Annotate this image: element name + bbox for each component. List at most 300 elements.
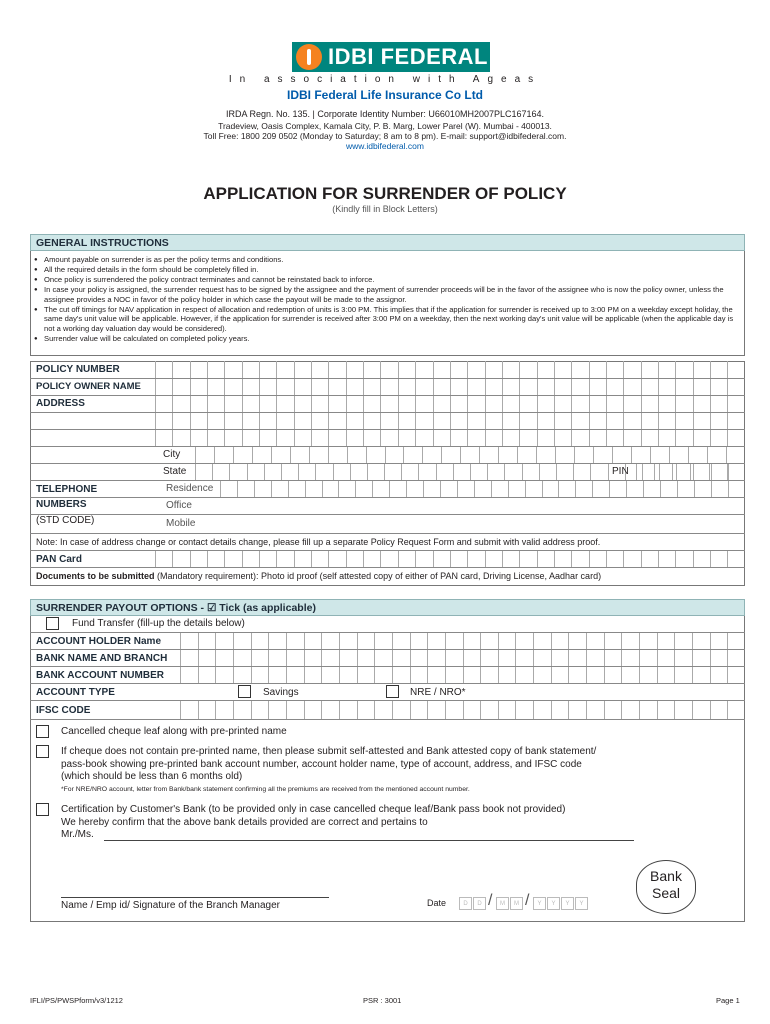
input-cell[interactable] (259, 430, 276, 446)
input-cell[interactable] (259, 396, 276, 412)
input-cell[interactable] (658, 396, 675, 412)
input-cell[interactable] (551, 701, 569, 719)
input-cell[interactable] (198, 650, 216, 666)
input-cell[interactable] (155, 413, 172, 429)
input-cell[interactable] (315, 464, 332, 480)
input-cell[interactable] (450, 413, 467, 429)
input-cell[interactable] (389, 481, 406, 497)
input-cell[interactable] (410, 701, 428, 719)
input-cell[interactable] (415, 551, 432, 567)
input-cell[interactable] (568, 701, 586, 719)
input-cell[interactable] (321, 650, 339, 666)
input-cell[interactable] (606, 361, 623, 378)
input-cell[interactable] (392, 667, 410, 683)
input-cell[interactable] (392, 701, 410, 719)
owner-name-grid[interactable] (155, 379, 745, 395)
input-cell[interactable] (623, 396, 640, 412)
input-cell[interactable] (207, 430, 224, 446)
input-cell[interactable] (251, 650, 269, 666)
input-cell[interactable] (658, 413, 675, 429)
input-cell[interactable] (568, 633, 586, 649)
input-cell[interactable] (707, 447, 726, 463)
input-cell[interactable] (554, 413, 571, 429)
input-cell[interactable] (339, 633, 357, 649)
input-cell[interactable] (589, 551, 606, 567)
input-cell[interactable] (474, 481, 491, 497)
input-cell[interactable] (346, 361, 363, 378)
input-cell[interactable] (571, 430, 588, 446)
input-cell[interactable] (480, 633, 498, 649)
input-cell[interactable] (604, 701, 622, 719)
input-cell[interactable] (537, 361, 554, 378)
input-cell[interactable] (207, 551, 224, 567)
input-cell[interactable] (224, 396, 241, 412)
input-cell[interactable] (606, 430, 623, 446)
input-cell[interactable] (485, 361, 502, 378)
input-cell[interactable] (571, 396, 588, 412)
input-cell[interactable] (519, 379, 536, 395)
input-cell[interactable] (347, 447, 366, 463)
input-cell[interactable] (374, 701, 392, 719)
input-cell[interactable] (410, 667, 428, 683)
input-cell[interactable] (233, 667, 251, 683)
input-cell[interactable] (294, 361, 311, 378)
input-cell[interactable] (311, 361, 328, 378)
input-cell[interactable] (328, 396, 345, 412)
input-cell[interactable] (190, 551, 207, 567)
input-cell[interactable] (639, 650, 657, 666)
input-cell[interactable] (311, 413, 328, 429)
input-cell[interactable] (357, 701, 375, 719)
input-cell[interactable] (537, 430, 554, 446)
input-cell[interactable] (304, 633, 322, 649)
input-cell[interactable] (268, 633, 286, 649)
input-cell[interactable] (311, 551, 328, 567)
input-cell[interactable] (554, 551, 571, 567)
input-cell[interactable] (554, 379, 571, 395)
input-cell[interactable] (346, 551, 363, 567)
cancelled-cheque-checkbox[interactable] (36, 725, 49, 738)
input-cell[interactable] (727, 361, 744, 378)
input-cell[interactable] (502, 413, 519, 429)
input-cell[interactable] (517, 447, 536, 463)
input-cell[interactable] (623, 379, 640, 395)
input-cell[interactable] (586, 701, 604, 719)
input-cell[interactable] (571, 379, 588, 395)
input-cell[interactable] (675, 430, 692, 446)
input-cell[interactable] (363, 396, 380, 412)
input-cell[interactable] (589, 413, 606, 429)
input-cell[interactable] (571, 551, 588, 567)
input-cell[interactable] (268, 667, 286, 683)
input-cell[interactable] (641, 396, 658, 412)
input-cell[interactable] (415, 379, 432, 395)
input-cell[interactable] (215, 633, 233, 649)
residence-grid[interactable] (220, 481, 745, 497)
input-cell[interactable] (180, 650, 198, 666)
input-cell[interactable] (286, 650, 304, 666)
input-cell[interactable] (453, 464, 470, 480)
input-cell[interactable] (242, 361, 259, 378)
input-cell[interactable] (380, 396, 397, 412)
input-cell[interactable] (271, 447, 290, 463)
input-cell[interactable] (554, 396, 571, 412)
input-cell[interactable] (259, 361, 276, 378)
input-cell[interactable] (385, 447, 404, 463)
input-cell[interactable] (480, 701, 498, 719)
input-cell[interactable] (172, 379, 189, 395)
input-cell[interactable] (654, 464, 672, 480)
input-cell[interactable] (515, 701, 533, 719)
input-cell[interactable] (276, 361, 293, 378)
input-cell[interactable] (195, 464, 212, 480)
input-cell[interactable] (311, 396, 328, 412)
input-cell[interactable] (328, 551, 345, 567)
input-cell[interactable] (207, 413, 224, 429)
input-cell[interactable] (727, 464, 745, 480)
input-cell[interactable] (180, 633, 198, 649)
input-cell[interactable] (498, 633, 516, 649)
input-cell[interactable] (233, 447, 252, 463)
input-cell[interactable] (445, 701, 463, 719)
input-cell[interactable] (606, 413, 623, 429)
input-cell[interactable] (467, 430, 484, 446)
input-cell[interactable] (657, 650, 675, 666)
input-cell[interactable] (542, 481, 559, 497)
input-cell[interactable] (294, 379, 311, 395)
input-cell[interactable] (311, 430, 328, 446)
input-cell[interactable] (276, 430, 293, 446)
input-cell[interactable] (398, 430, 415, 446)
input-cell[interactable] (727, 379, 744, 395)
input-cell[interactable] (463, 701, 481, 719)
input-cell[interactable] (190, 361, 207, 378)
input-cell[interactable] (445, 650, 463, 666)
input-cell[interactable] (519, 396, 536, 412)
savings-checkbox[interactable] (238, 685, 251, 698)
input-cell[interactable] (612, 447, 631, 463)
input-cell[interactable] (675, 551, 692, 567)
input-cell[interactable] (374, 633, 392, 649)
input-cell[interactable] (172, 413, 189, 429)
input-cell[interactable] (693, 396, 710, 412)
date-digit-box[interactable]: Y (561, 897, 574, 910)
input-cell[interactable] (450, 430, 467, 446)
input-cell[interactable] (675, 361, 692, 378)
input-cell[interactable] (693, 361, 710, 378)
input-cell[interactable] (519, 361, 536, 378)
input-cell[interactable] (554, 430, 571, 446)
input-cell[interactable] (710, 667, 728, 683)
input-cell[interactable] (436, 464, 453, 480)
input-cell[interactable] (573, 464, 590, 480)
input-cell[interactable] (575, 481, 592, 497)
input-cell[interactable] (727, 413, 744, 429)
input-cell[interactable] (398, 551, 415, 567)
input-cell[interactable] (658, 551, 675, 567)
date-digit-box[interactable]: M (496, 897, 509, 910)
input-cell[interactable] (247, 464, 264, 480)
input-cell[interactable] (276, 379, 293, 395)
input-cell[interactable] (311, 379, 328, 395)
input-cell[interactable] (328, 413, 345, 429)
input-cell[interactable] (693, 551, 710, 567)
input-cell[interactable] (155, 379, 172, 395)
input-cell[interactable] (515, 667, 533, 683)
input-cell[interactable] (485, 551, 502, 567)
input-cell[interactable] (322, 481, 339, 497)
input-cell[interactable] (675, 396, 692, 412)
input-cell[interactable] (710, 361, 727, 378)
input-cell[interactable] (669, 447, 688, 463)
input-cell[interactable] (357, 650, 375, 666)
input-cell[interactable] (502, 551, 519, 567)
account-number-grid[interactable] (180, 667, 745, 683)
input-cell[interactable] (259, 413, 276, 429)
input-cell[interactable] (294, 396, 311, 412)
input-cell[interactable] (710, 430, 727, 446)
input-cell[interactable] (485, 379, 502, 395)
input-cell[interactable] (401, 464, 418, 480)
input-cell[interactable] (242, 413, 259, 429)
input-cell[interactable] (571, 361, 588, 378)
ifsc-grid[interactable] (180, 701, 745, 719)
input-cell[interactable] (338, 481, 355, 497)
input-cell[interactable] (590, 464, 607, 480)
input-cell[interactable] (537, 396, 554, 412)
input-cell[interactable] (604, 667, 622, 683)
input-cell[interactable] (233, 633, 251, 649)
input-cell[interactable] (212, 464, 229, 480)
input-cell[interactable] (533, 701, 551, 719)
input-cell[interactable] (672, 464, 690, 480)
input-cell[interactable] (374, 667, 392, 683)
input-cell[interactable] (357, 633, 375, 649)
address-grid-2[interactable] (155, 413, 745, 429)
input-cell[interactable] (650, 447, 669, 463)
input-cell[interactable] (190, 430, 207, 446)
input-cell[interactable] (623, 430, 640, 446)
input-cell[interactable] (220, 481, 237, 497)
input-cell[interactable] (237, 481, 254, 497)
input-cell[interactable] (259, 551, 276, 567)
address-grid-1[interactable] (155, 396, 745, 412)
account-holder-grid[interactable] (180, 633, 745, 649)
input-cell[interactable] (268, 650, 286, 666)
input-cell[interactable] (415, 413, 432, 429)
date-digit-box[interactable]: Y (533, 897, 546, 910)
input-cell[interactable] (586, 650, 604, 666)
input-cell[interactable] (643, 481, 660, 497)
date-digit-box[interactable]: Y (547, 897, 560, 910)
input-cell[interactable] (254, 481, 271, 497)
input-cell[interactable] (606, 396, 623, 412)
bank-certification-checkbox[interactable] (36, 803, 49, 816)
input-cell[interactable] (155, 551, 172, 567)
input-cell[interactable] (467, 379, 484, 395)
input-cell[interactable] (710, 413, 727, 429)
input-cell[interactable] (693, 379, 710, 395)
input-cell[interactable] (606, 379, 623, 395)
input-cell[interactable] (660, 481, 677, 497)
input-cell[interactable] (264, 464, 281, 480)
input-cell[interactable] (172, 430, 189, 446)
pan-grid[interactable] (155, 551, 745, 567)
input-cell[interactable] (621, 701, 639, 719)
input-cell[interactable] (621, 667, 639, 683)
input-cell[interactable] (433, 396, 450, 412)
input-cell[interactable] (709, 464, 727, 480)
input-cell[interactable] (363, 430, 380, 446)
input-cell[interactable] (294, 413, 311, 429)
input-cell[interactable] (355, 481, 372, 497)
input-cell[interactable] (328, 430, 345, 446)
input-cell[interactable] (180, 667, 198, 683)
input-cell[interactable] (710, 701, 728, 719)
website-link[interactable]: www.idbifederal.com (346, 141, 424, 151)
input-cell[interactable] (641, 413, 658, 429)
input-cell[interactable] (380, 361, 397, 378)
input-cell[interactable] (641, 379, 658, 395)
input-cell[interactable] (621, 633, 639, 649)
input-cell[interactable] (276, 413, 293, 429)
input-cell[interactable] (536, 447, 555, 463)
input-cell[interactable] (339, 667, 357, 683)
input-cell[interactable] (539, 464, 556, 480)
input-cell[interactable] (498, 667, 516, 683)
input-cell[interactable] (688, 447, 707, 463)
input-cell[interactable] (568, 650, 586, 666)
input-cell[interactable] (190, 379, 207, 395)
input-cell[interactable] (533, 650, 551, 666)
input-cell[interactable] (224, 361, 241, 378)
input-cell[interactable] (450, 379, 467, 395)
input-cell[interactable] (639, 667, 657, 683)
city-grid[interactable] (195, 447, 745, 463)
input-cell[interactable] (592, 481, 609, 497)
input-cell[interactable] (641, 361, 658, 378)
input-cell[interactable] (298, 464, 315, 480)
input-cell[interactable] (463, 667, 481, 683)
input-cell[interactable] (215, 650, 233, 666)
input-cell[interactable] (571, 413, 588, 429)
input-cell[interactable] (463, 633, 481, 649)
input-cell[interactable] (321, 633, 339, 649)
input-cell[interactable] (198, 667, 216, 683)
input-cell[interactable] (252, 447, 271, 463)
input-cell[interactable] (533, 667, 551, 683)
input-cell[interactable] (554, 361, 571, 378)
input-cell[interactable] (519, 551, 536, 567)
input-cell[interactable] (198, 701, 216, 719)
input-cell[interactable] (155, 396, 172, 412)
input-cell[interactable] (427, 650, 445, 666)
input-cell[interactable] (498, 650, 516, 666)
bank-statement-checkbox[interactable] (36, 745, 49, 758)
input-cell[interactable] (339, 650, 357, 666)
input-cell[interactable] (445, 667, 463, 683)
input-cell[interactable] (537, 379, 554, 395)
input-cell[interactable] (380, 430, 397, 446)
input-cell[interactable] (525, 481, 542, 497)
input-cell[interactable] (415, 396, 432, 412)
input-cell[interactable] (328, 379, 345, 395)
input-cell[interactable] (190, 413, 207, 429)
input-cell[interactable] (555, 447, 574, 463)
input-cell[interactable] (674, 667, 692, 683)
fund-transfer-checkbox[interactable] (46, 617, 59, 630)
input-cell[interactable] (710, 396, 727, 412)
input-cell[interactable] (533, 633, 551, 649)
input-cell[interactable] (710, 379, 727, 395)
input-cell[interactable] (727, 650, 745, 666)
input-cell[interactable] (367, 464, 384, 480)
input-cell[interactable] (305, 481, 322, 497)
input-cell[interactable] (470, 464, 487, 480)
input-cell[interactable] (242, 396, 259, 412)
input-cell[interactable] (589, 361, 606, 378)
input-cell[interactable] (410, 633, 428, 649)
input-cell[interactable] (727, 633, 745, 649)
input-cell[interactable] (658, 430, 675, 446)
input-cell[interactable] (294, 551, 311, 567)
input-cell[interactable] (281, 464, 298, 480)
input-cell[interactable] (403, 447, 422, 463)
input-cell[interactable] (321, 701, 339, 719)
input-cell[interactable] (418, 464, 435, 480)
input-cell[interactable] (392, 633, 410, 649)
input-cell[interactable] (242, 379, 259, 395)
input-cell[interactable] (242, 430, 259, 446)
input-cell[interactable] (427, 633, 445, 649)
input-cell[interactable] (398, 396, 415, 412)
input-cell[interactable] (224, 379, 241, 395)
input-cell[interactable] (366, 447, 385, 463)
input-cell[interactable] (207, 396, 224, 412)
input-cell[interactable] (374, 650, 392, 666)
input-cell[interactable] (321, 667, 339, 683)
input-cell[interactable] (445, 633, 463, 649)
input-cell[interactable] (433, 413, 450, 429)
input-cell[interactable] (286, 667, 304, 683)
input-cell[interactable] (467, 396, 484, 412)
input-cell[interactable] (333, 464, 350, 480)
input-cell[interactable] (593, 447, 612, 463)
input-cell[interactable] (604, 633, 622, 649)
input-cell[interactable] (727, 701, 745, 719)
input-cell[interactable] (674, 701, 692, 719)
input-cell[interactable] (415, 430, 432, 446)
input-cell[interactable] (485, 413, 502, 429)
policy-number-grid[interactable] (155, 361, 745, 378)
input-cell[interactable] (498, 447, 517, 463)
input-cell[interactable] (251, 633, 269, 649)
input-cell[interactable] (180, 701, 198, 719)
input-cell[interactable] (155, 430, 172, 446)
input-cell[interactable] (259, 379, 276, 395)
input-cell[interactable] (504, 464, 521, 480)
input-cell[interactable] (286, 633, 304, 649)
input-cell[interactable] (586, 667, 604, 683)
input-cell[interactable] (727, 430, 744, 446)
input-cell[interactable] (710, 551, 727, 567)
input-cell[interactable] (190, 396, 207, 412)
input-cell[interactable] (626, 481, 643, 497)
input-cell[interactable] (487, 464, 504, 480)
input-cell[interactable] (586, 633, 604, 649)
input-cell[interactable] (522, 464, 539, 480)
input-cell[interactable] (636, 464, 654, 480)
